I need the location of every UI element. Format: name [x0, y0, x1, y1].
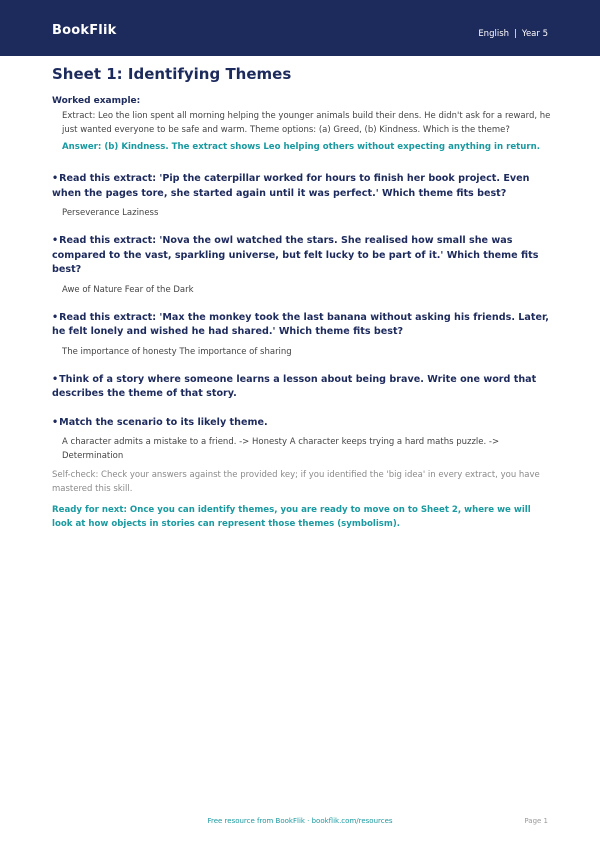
bullet: •: [52, 311, 59, 323]
page-header: [0, 0, 600, 56]
question-1: [52, 172, 552, 220]
worked-example-text: Extract: Leo the lion spent all morning helping the younger animals build their dens. He didn't ask for a reward, he just wanted everyone to be safe and warm. Theme options: (a) Greed, (b) Kindness. Which is the theme?: [62, 111, 551, 135]
bullet: •: [52, 416, 59, 428]
bullet: •: [52, 235, 59, 246]
question-text: [52, 416, 552, 431]
question-options: A character admits a mistake to a friend. -> Honesty A character keeps trying a hard maths puzzle. -> Determination: [62, 437, 500, 461]
question-5: [52, 416, 552, 464]
question-3: [52, 311, 552, 359]
question-text: [52, 311, 552, 340]
bullet: •: [52, 173, 59, 184]
question-prompt: Read this extract: 'Max the monkey took the last banana without asking his friends. Later, he felt lonely and wished he had shared.' Which theme fits best?: [52, 311, 549, 337]
worked-example-answer: Answer: (b) Kindness. The extract shows Leo helping others without expecting anything in return.: [62, 142, 540, 152]
question-options: Awe of Nature Fear of the Dark: [62, 284, 194, 295]
ready-next-note: Ready for next: Once you can identify themes, you are ready to move on to Sheet 2, where we will look at how objects in stories can represent those themes (symbolism).: [52, 505, 531, 529]
page-number: Page 1: [524, 817, 548, 825]
subject-label: English: [478, 29, 510, 39]
page-title: Sheet 1: Identifying Themes: [52, 65, 292, 83]
question-text: [52, 234, 552, 278]
year-label: Year 5: [521, 29, 548, 39]
worked-example-label: Worked example:: [52, 96, 141, 106]
worksheet-content: [52, 64, 552, 531]
question-prompt: Match the scenario to its likely theme.: [59, 416, 268, 428]
bullet: •: [52, 373, 59, 385]
question-text: [52, 172, 552, 201]
self-check-note: Self-check: Check your answers against the provided key; if you identified the 'big idea' in every extract, you have mastered this skill.: [52, 470, 540, 494]
question-prompt: Read this extract: 'Nova the owl watched the stars. She realised how small she was compared to the vast, sparkling universe, but felt lucky to be part of it.' Which theme fits best?: [52, 235, 539, 275]
question-options: The importance of honesty The importance of sharing: [62, 346, 292, 357]
question-2: [52, 234, 552, 297]
question-options: Perseverance Laziness: [62, 208, 159, 218]
footer-credit-link[interactable]: Free resource from BookFlik · bookflik.com/resources: [207, 817, 393, 825]
header-meta: [478, 29, 548, 39]
question-prompt: Think of a story where someone learns a lesson about being brave. Write one word that describes the theme of that story.: [52, 373, 537, 399]
question-prompt: Read this extract: 'Pip the caterpillar worked for hours to finish her book project. Even when the pages tore, she started again until it was perfect.' Which theme fits best?: [52, 173, 530, 199]
meta-separator: |: [514, 29, 517, 39]
question-text: [52, 373, 552, 402]
brand-logo[interactable]: BookFlik: [52, 23, 117, 38]
question-4: [52, 373, 552, 402]
